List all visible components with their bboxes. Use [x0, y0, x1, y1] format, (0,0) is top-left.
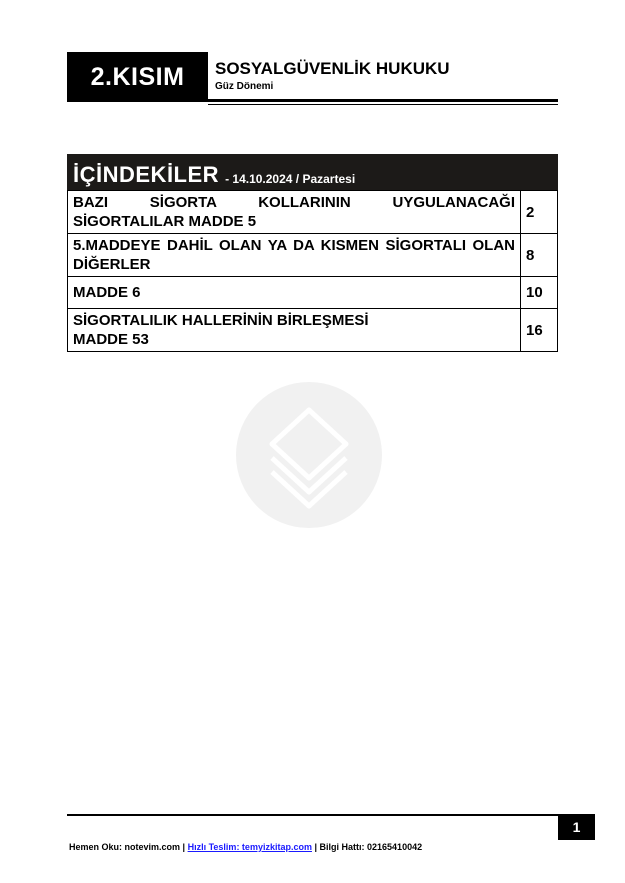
toc-table [67, 190, 558, 352]
footer-separator: | [182, 842, 186, 852]
toc-entry-line: SİGORTALILAR MADDE 5 [73, 213, 257, 230]
toc-entry-line: MADDE 6 [73, 284, 141, 301]
stacked-layers-icon [236, 382, 382, 528]
toc-entry-line: 5.MADDEYE DAHİL OLAN YA DA KISMEN SİGORTALI OLAN [73, 237, 515, 254]
footer-read-now: Hemen Oku: notevim.com [69, 842, 181, 852]
header-rule-thick [208, 99, 558, 102]
toc-heading: İÇİNDEKİLER [73, 162, 220, 187]
toc-entry-page: 10 [521, 277, 558, 309]
footer-links [69, 842, 422, 852]
toc-entry-title [68, 234, 521, 277]
toc-heading-bar [67, 154, 558, 190]
toc-entry-line: BAZI SİGORTA KOLLARININ UYGULANACAĞI [73, 194, 515, 211]
toc-entry-page: 2 [521, 191, 558, 234]
toc-entry-title [68, 277, 521, 309]
footer-rule [67, 814, 595, 816]
toc-row[interactable] [68, 191, 558, 234]
toc-entry-line: DİĞERLER [73, 256, 151, 273]
footer-info-line: Bilgi Hattı: 02165410042 [319, 842, 423, 852]
toc-entry-page: 16 [521, 309, 558, 352]
toc-row[interactable] [68, 277, 558, 309]
document-subtitle: Güz Dönemi [215, 81, 274, 92]
table-of-contents [67, 154, 558, 352]
toc-entry-title [68, 309, 521, 352]
header-rule-thin [208, 104, 558, 105]
page-number: 1 [558, 814, 595, 840]
toc-row[interactable] [68, 309, 558, 352]
toc-entry-line: SİGORTALILIK HALLERİNİN BİRLEŞMESİ [73, 312, 369, 329]
toc-entry-title [68, 191, 521, 234]
toc-entry-line: MADDE 53 [73, 331, 149, 348]
footer-fast-delivery-link[interactable]: Hızlı Teslim: temyizkitap.com [187, 842, 312, 852]
toc-entry-page: 8 [521, 234, 558, 277]
document-title: SOSYALGÜVENLİK HUKUKU [215, 59, 450, 78]
toc-row[interactable] [68, 234, 558, 277]
footer-separator: | [314, 842, 318, 852]
toc-date: - 14.10.2024 / Pazartesi [225, 171, 356, 186]
part-label: 2.KISIM [67, 52, 208, 102]
watermark-logo [236, 382, 382, 528]
